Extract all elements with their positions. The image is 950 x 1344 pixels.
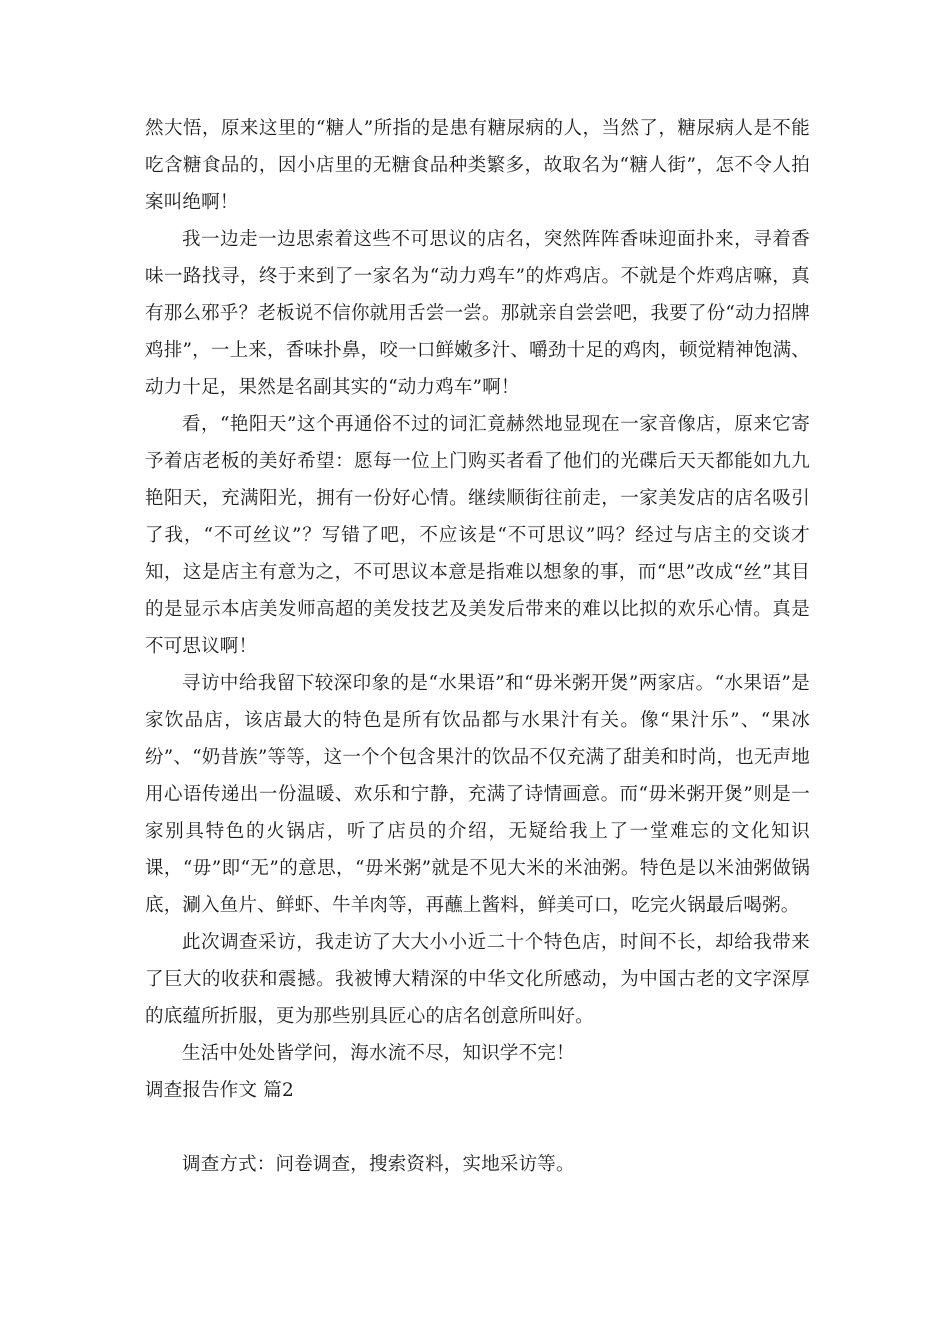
paragraph-sunny-day: 看，“艳阳天”这个再通俗不过的词汇竟赫然地显现在一家音像店，原来它寄予着店老板的美好希望：愿每一位上门购买者看了他们的光碟后天天都能如九九艳阳天，充满阳光，拥有一份好心情。继续顺街往前走，一家美发店的店名吸引了我，“不可丝议”？写错了吧，不应该是“不可思议”吗？经过与店主的交谈才知，这是店主有意为之，不可思议本意是指难以想象的事，而“思”改成“丝”其目的是显示本店美发师高超的美发技艺及美发后带来的难以比拟的欢乐心情。真是不可思议啊！ (145, 414, 810, 657)
paragraph-closing-line: 生活中处处皆学问，海水流不尽，知识学不完！ (182, 1043, 575, 1064)
section-heading: 调查报告作文 篇2 (145, 1080, 294, 1101)
paragraph-continued: 然大悟，原来这里的“糖人”所指的是患有糖尿病的人，当然了，糖尿病人是不能吃含糖食品的，因小店里的无糖食品种类繁多，故取名为“糖人街”，怎不令人拍案叫绝啊！ (145, 118, 810, 213)
paragraph-fried-chicken: 我一边走一边思索着这些不可思议的店名，突然阵阵香味迎面扑来，寻着香味一路找寻，终于来到了一家名为“动力鸡车”的炸鸡店。不就是个炸鸡店嘛，真有那么邪乎？老板说不信你就用舌尝一尝。那就亲自尝尝吧，我要了份“动力招牌鸡排”，一上来，香味扑鼻，咬一口鲜嫩多汁、嚼劲十足的鸡肉，顿觉精神饱满、动力十足，果然是名副其实的“动力鸡车”啊！ (145, 229, 810, 398)
document-page (145, 110, 810, 1183)
blank-line (145, 1109, 810, 1146)
paragraph-conclusion: 此次调查采访，我走访了大大小小近二十个特色店，时间不长，却给我带来了巨大的收获和震撼。我被博大精深的中华文化所感动，为中国古老的文字深厚的底蕴所折服，更为那些别具匠心的店名创意所叫好。 (145, 932, 810, 1027)
paragraph-fruit-and-porridge: 寻访中给我留下较深印象的是“水果语”和“毋米粥开煲”两家店。“水果语”是家饮品店，该店最大的特色是所有饮品都与水果汁有关。像“果汁乐”、“果冰纷”、“奶昔族”等等，这一个个包含果汁的饮品不仅充满了甜美和时尚，也无声地用心语传递出一份温暖、欢乐和宁静，充满了诗情画意。而“毋米粥开煲”则是一家别具特色的火锅店，听了店员的介绍，无疑给我上了一堂难忘的文化知识课，“毋”即“无”的意思，“毋米粥”就是不见大米的米油粥。特色是以米油粥做锅底，涮入鱼片、鲜虾、牛羊肉等，再蘸上酱料，鲜美可口，吃完火锅最后喝粥。 (145, 673, 810, 916)
survey-method-line: 调查方式：问卷调查，搜索资料，实地采访等。 (182, 1154, 575, 1175)
